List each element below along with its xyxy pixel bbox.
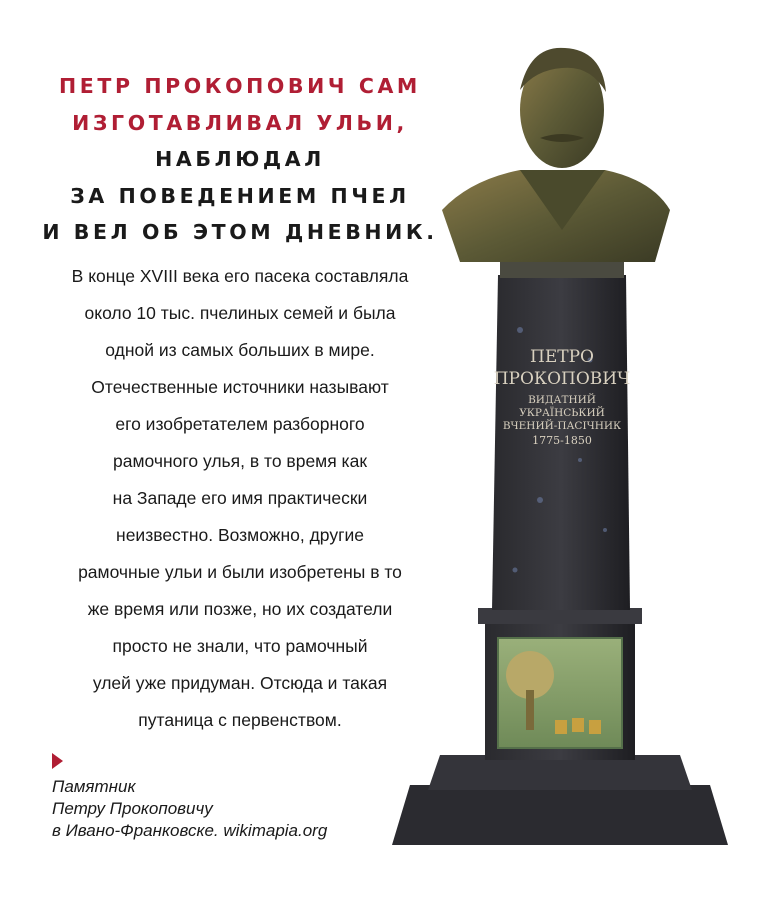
body-line: В конце XVIII века его пасека составляла <box>71 266 409 286</box>
plaque-name: ПЕТРО <box>530 347 594 367</box>
base-lower-step <box>392 785 728 845</box>
heading-line: ЗА ПОВЕДЕНИЕМ ПЧЕЛ <box>70 183 410 208</box>
caption-line: Памятник <box>52 777 136 796</box>
plaque-description: УКРАЇНСЬКИЙ <box>519 407 605 419</box>
plaque-years: 1775-1850 <box>532 434 592 447</box>
body-line: на Западе его имя практически <box>112 488 368 508</box>
relief-hive <box>589 720 601 734</box>
column-top <box>500 262 624 278</box>
pedestal-cap <box>478 608 642 624</box>
caption-line: Петру Прокоповичу <box>52 799 213 818</box>
caption-line: в Ивано-Франковске. wikimapia.org <box>52 821 328 840</box>
body-line: путаница с первенством. <box>138 710 342 730</box>
caption-arrow-icon <box>52 753 63 769</box>
relief-hive <box>572 718 584 732</box>
body-line: просто не знали, что рамочный <box>112 636 368 656</box>
body-line: его изобретателем разборного <box>115 414 365 434</box>
heading-line: И ВЕЛ ОБ ЭТОМ ДНЕВНИК. <box>42 220 438 244</box>
relief-hive <box>555 720 567 734</box>
plaque-name: ПРОКОПОВИЧ <box>493 369 631 389</box>
plaque-description: ВЧЕНИЙ-ПАСІЧНИК <box>502 420 622 432</box>
relief-trunk <box>526 690 534 730</box>
body-line: одной из самых больших в мире. <box>105 340 375 360</box>
base-middle-step <box>428 755 692 790</box>
body-line: рамочного улья, в то время как <box>113 451 367 471</box>
heading-line: НАБЛЮДАЛ <box>155 147 325 171</box>
body-line: неизвестно. Возможно, другие <box>116 525 364 545</box>
body-line: около 10 тыс. пчелиных семей и была <box>84 303 396 323</box>
body-line: Отечественные источники называют <box>91 377 389 397</box>
body-line: же время или позже, но их создатели <box>87 599 393 619</box>
heading-line: ИЗГОТАВЛИВАЛ УЛЬИ, <box>72 110 408 135</box>
monument-photo <box>380 30 740 860</box>
body-line: улей уже придуман. Отсюда и такая <box>92 673 388 693</box>
body-line: рамочные ульи и были изобретены в то <box>78 562 402 582</box>
plaque-description: ВИДАТНИЙ <box>528 394 596 406</box>
heading-line: ПЕТР ПРОКОПОВИЧ САМ <box>59 74 421 98</box>
photo-caption <box>52 776 327 842</box>
